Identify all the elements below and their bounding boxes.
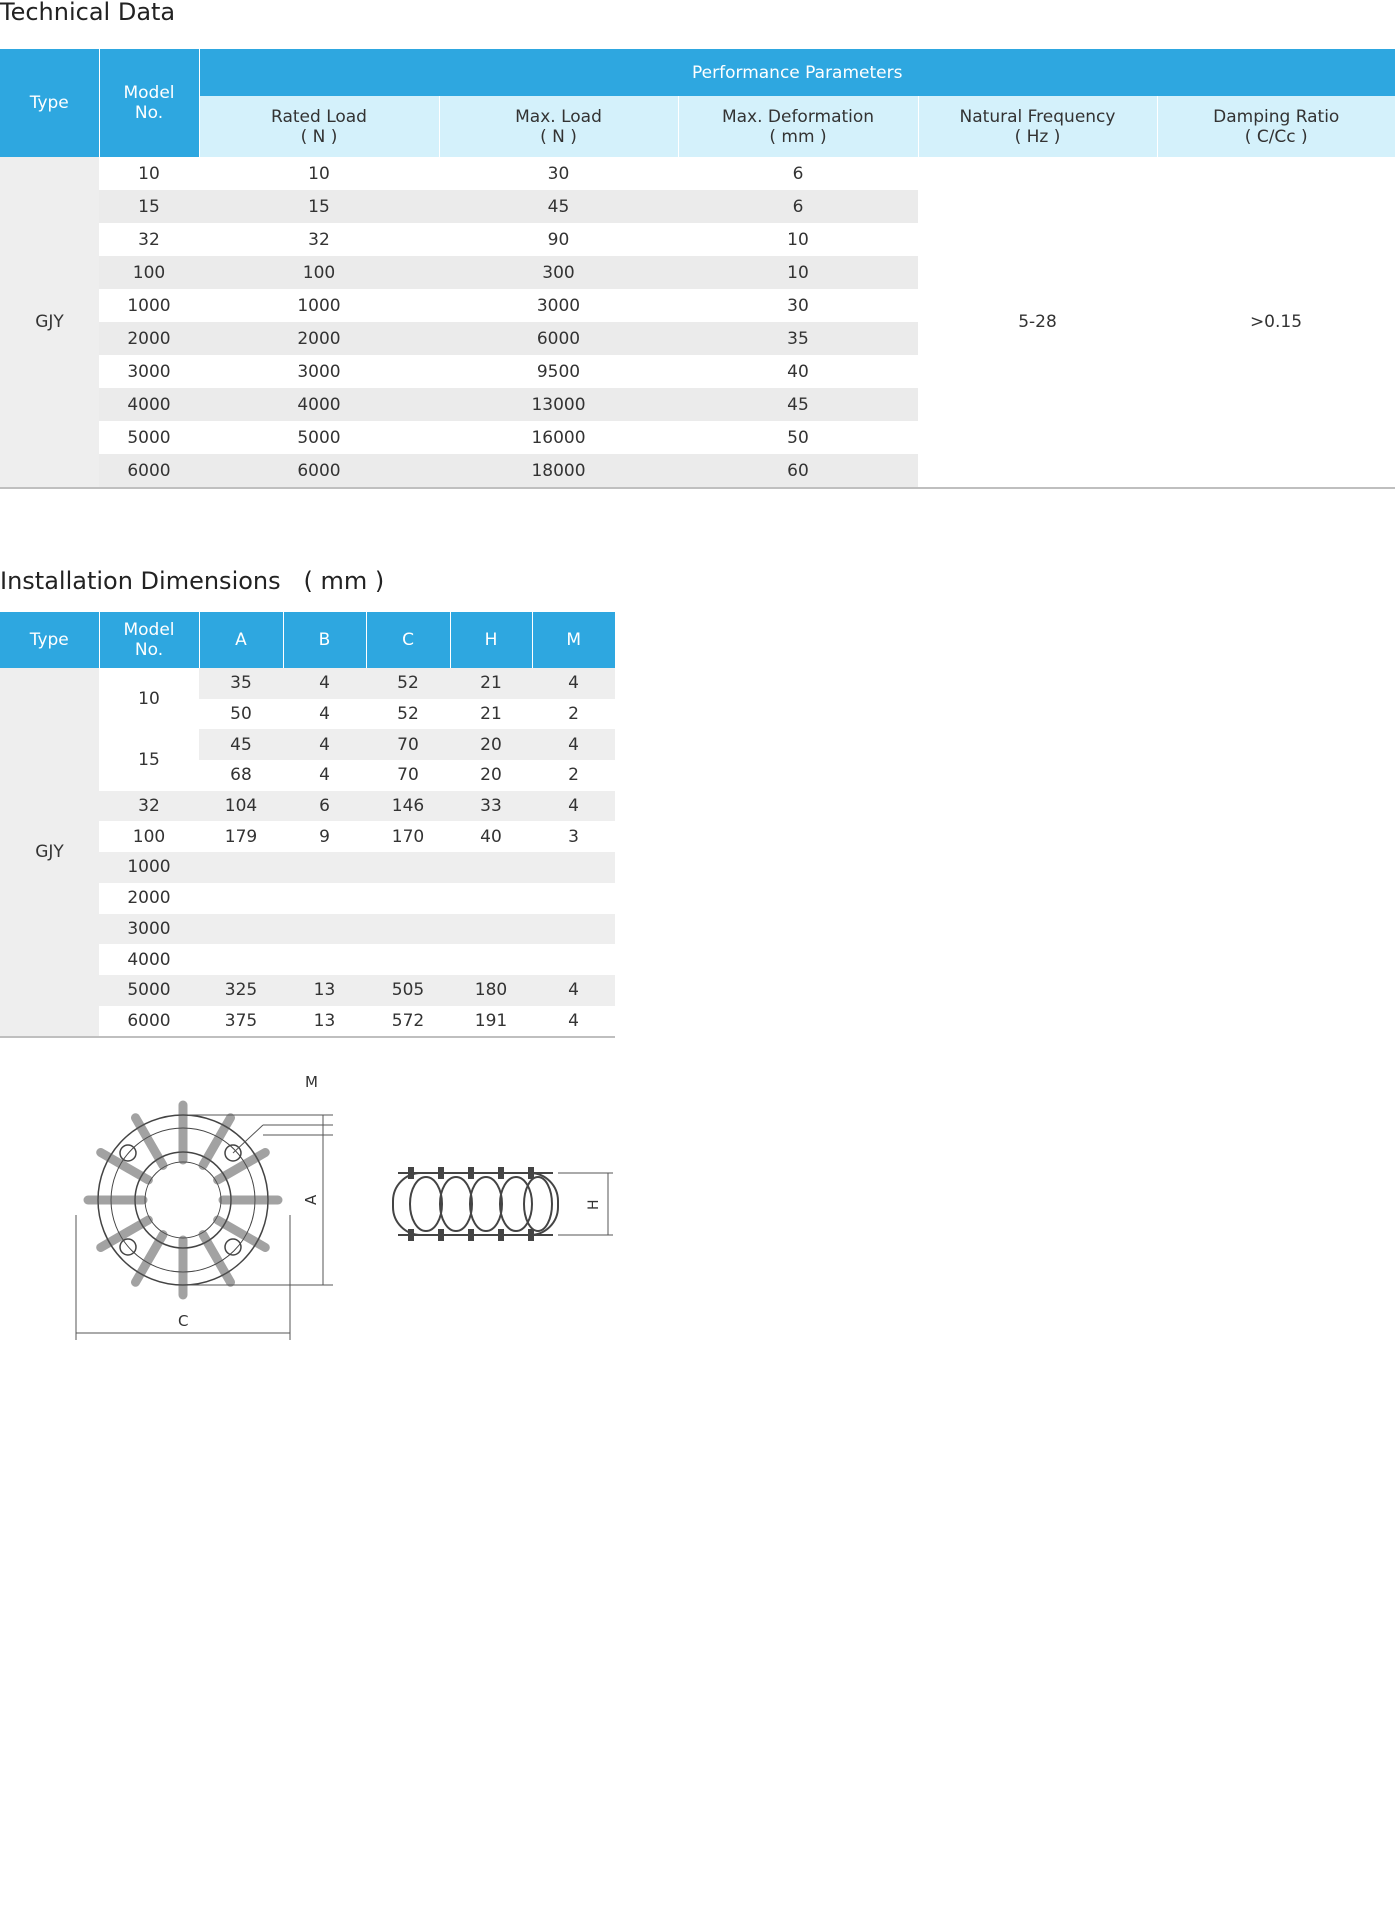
- damping-ratio-cell: >0.15: [1157, 157, 1395, 488]
- model-cell: 6000: [99, 1006, 199, 1038]
- dim-b-cell: 4: [283, 668, 366, 699]
- max-load-cell: 18000: [439, 454, 678, 488]
- dim-h-cell: [450, 852, 532, 883]
- dim-a-cell: [199, 914, 283, 945]
- clip-spoke: [101, 1220, 149, 1248]
- model-cell: 2000: [99, 883, 199, 914]
- rated-load-cell: 10: [199, 157, 439, 190]
- dim-b-cell: [283, 944, 366, 975]
- rated-load-cell: 5000: [199, 421, 439, 454]
- dim-a-cell: 35: [199, 668, 283, 699]
- dim-b-cell: 9: [283, 821, 366, 852]
- dim-c-cell: 170: [366, 821, 450, 852]
- type-cell: GJY: [0, 157, 99, 488]
- model-cell: 100: [99, 821, 199, 852]
- model-cell: 32: [99, 791, 199, 822]
- dim-c-cell: [366, 914, 450, 945]
- model-cell: 5000: [99, 975, 199, 1006]
- dim-b-cell: 6: [283, 791, 366, 822]
- label-c: C: [178, 1312, 189, 1330]
- max-load-cell: 45: [439, 190, 678, 223]
- rated-load-cell: 32: [199, 223, 439, 256]
- dim-h-cell: [450, 944, 532, 975]
- max-load-cell: 30: [439, 157, 678, 190]
- dim-c-cell: 505: [366, 975, 450, 1006]
- dim-h-cell: 33: [450, 791, 532, 822]
- dim-h-cell: [450, 883, 532, 914]
- dim-m-cell: 2: [532, 699, 615, 730]
- dim-a-cell: 375: [199, 1006, 283, 1038]
- front-view-drawing: [68, 1075, 338, 1350]
- model-cell: 1000: [99, 289, 199, 322]
- max-load-cell: 300: [439, 256, 678, 289]
- clip-spoke: [218, 1153, 266, 1181]
- header-max-load: Max. Load ( N ): [439, 96, 678, 157]
- max-load-cell: 9500: [439, 355, 678, 388]
- installation-unit: ( mm ): [303, 567, 385, 595]
- label-m: M: [305, 1075, 318, 1091]
- header-a: A: [199, 612, 283, 668]
- dim-h-cell: 191: [450, 1006, 532, 1038]
- dim-a-cell: 325: [199, 975, 283, 1006]
- max-deformation-cell: 40: [678, 355, 918, 388]
- dim-h-cell: 21: [450, 699, 532, 730]
- header-m: M: [532, 612, 615, 668]
- natural-frequency-cell: 5-28: [918, 157, 1157, 488]
- max-deformation-cell: 45: [678, 388, 918, 421]
- clip-spoke: [136, 1235, 164, 1283]
- rated-load-cell: 15: [199, 190, 439, 223]
- dim-b-cell: 13: [283, 1006, 366, 1038]
- model-cell: 4000: [99, 388, 199, 421]
- dim-c-cell: [366, 883, 450, 914]
- dim-a-cell: 179: [199, 821, 283, 852]
- dim-m-cell: 4: [532, 791, 615, 822]
- dim-a-cell: 68: [199, 760, 283, 791]
- model-cell: 5000: [99, 421, 199, 454]
- rated-load-cell: 2000: [199, 322, 439, 355]
- max-deformation-cell: 50: [678, 421, 918, 454]
- clip-spoke: [101, 1153, 149, 1181]
- rated-load-cell: 100: [199, 256, 439, 289]
- type-cell: GJY: [0, 668, 99, 1037]
- dim-h-cell: 180: [450, 975, 532, 1006]
- dim-a-cell: 45: [199, 729, 283, 760]
- dim-h-cell: 40: [450, 821, 532, 852]
- header-h: H: [450, 612, 532, 668]
- technical-data-table: [0, 49, 1395, 489]
- dim-a-cell: 104: [199, 791, 283, 822]
- max-deformation-cell: 60: [678, 454, 918, 488]
- max-deformation-cell: 35: [678, 322, 918, 355]
- model-cell: 3000: [99, 914, 199, 945]
- max-deformation-cell: 6: [678, 157, 918, 190]
- dim-h-cell: [450, 914, 532, 945]
- dim-c-cell: 70: [366, 760, 450, 791]
- max-deformation-cell: 30: [678, 289, 918, 322]
- dim-c-cell: 572: [366, 1006, 450, 1038]
- rated-load-cell: 6000: [199, 454, 439, 488]
- model-cell: 4000: [99, 944, 199, 975]
- label-a: A: [302, 1194, 320, 1205]
- header-c: C: [366, 612, 450, 668]
- dim-c-cell: 52: [366, 699, 450, 730]
- model-cell: 15: [99, 190, 199, 223]
- model-cell: 10: [99, 157, 199, 190]
- max-deformation-cell: 10: [678, 223, 918, 256]
- dim-b-cell: 4: [283, 729, 366, 760]
- header-model-no: Model No.: [99, 612, 199, 668]
- installation-dimensions-title: Installation Dimensions ( mm ): [0, 567, 385, 595]
- header-rated-load: Rated Load ( N ): [199, 96, 439, 157]
- model-cell: 15: [99, 729, 199, 790]
- dim-c-cell: [366, 944, 450, 975]
- dim-c-cell: 146: [366, 791, 450, 822]
- max-load-cell: 6000: [439, 322, 678, 355]
- dim-b-cell: 4: [283, 760, 366, 791]
- header-performance-parameters: Performance Parameters: [199, 49, 1395, 96]
- technical-data-title: Technical Data: [0, 0, 176, 26]
- model-cell: 2000: [99, 322, 199, 355]
- dim-b-cell: 4: [283, 699, 366, 730]
- dim-m-cell: 4: [532, 975, 615, 1006]
- header-b: B: [283, 612, 366, 668]
- model-cell: 32: [99, 223, 199, 256]
- header-type: Type: [0, 49, 99, 157]
- dim-b-cell: [283, 852, 366, 883]
- model-cell: 1000: [99, 852, 199, 883]
- dim-m-cell: 4: [532, 729, 615, 760]
- dim-c-cell: 70: [366, 729, 450, 760]
- dim-m-cell: 3: [532, 821, 615, 852]
- max-deformation-cell: 6: [678, 190, 918, 223]
- label-h: H: [586, 1199, 602, 1210]
- header-type: Type: [0, 612, 99, 668]
- dim-b-cell: [283, 883, 366, 914]
- dim-m-cell: [532, 944, 615, 975]
- dim-a-cell: [199, 852, 283, 883]
- table-row: [0, 668, 615, 699]
- header-damping-ratio: Damping Ratio ( C/Cc ): [1157, 96, 1395, 157]
- dim-b-cell: 13: [283, 975, 366, 1006]
- side-view-drawing: [388, 1155, 618, 1255]
- max-load-cell: 90: [439, 223, 678, 256]
- dim-m-cell: 4: [532, 668, 615, 699]
- installation-dimensions-table: [0, 612, 615, 1038]
- dim-h-cell: 20: [450, 760, 532, 791]
- model-cell: 3000: [99, 355, 199, 388]
- max-deformation-cell: 10: [678, 256, 918, 289]
- clip-spoke: [218, 1220, 266, 1248]
- dim-a-cell: [199, 944, 283, 975]
- dim-c-cell: 52: [366, 668, 450, 699]
- rated-load-cell: 4000: [199, 388, 439, 421]
- dim-m-cell: [532, 852, 615, 883]
- dim-m-cell: 2: [532, 760, 615, 791]
- header-max-deformation: Max. Deformation ( mm ): [678, 96, 918, 157]
- dim-h-cell: 20: [450, 729, 532, 760]
- dim-m-cell: 4: [532, 1006, 615, 1038]
- clip-spoke: [136, 1118, 164, 1166]
- dim-a-cell: 50: [199, 699, 283, 730]
- header-natural-frequency: Natural Frequency ( Hz ): [918, 96, 1157, 157]
- model-cell: 10: [99, 668, 199, 729]
- dim-m-cell: [532, 883, 615, 914]
- max-load-cell: 16000: [439, 421, 678, 454]
- rated-load-cell: 1000: [199, 289, 439, 322]
- model-cell: 100: [99, 256, 199, 289]
- rated-load-cell: 3000: [199, 355, 439, 388]
- max-load-cell: 3000: [439, 289, 678, 322]
- header-model-no: Model No.: [99, 49, 199, 157]
- dim-h-cell: 21: [450, 668, 532, 699]
- dim-m-cell: [532, 914, 615, 945]
- max-load-cell: 13000: [439, 388, 678, 421]
- model-cell: 6000: [99, 454, 199, 488]
- dim-a-cell: [199, 883, 283, 914]
- table-row: [0, 157, 1395, 190]
- dim-b-cell: [283, 914, 366, 945]
- dim-c-cell: [366, 852, 450, 883]
